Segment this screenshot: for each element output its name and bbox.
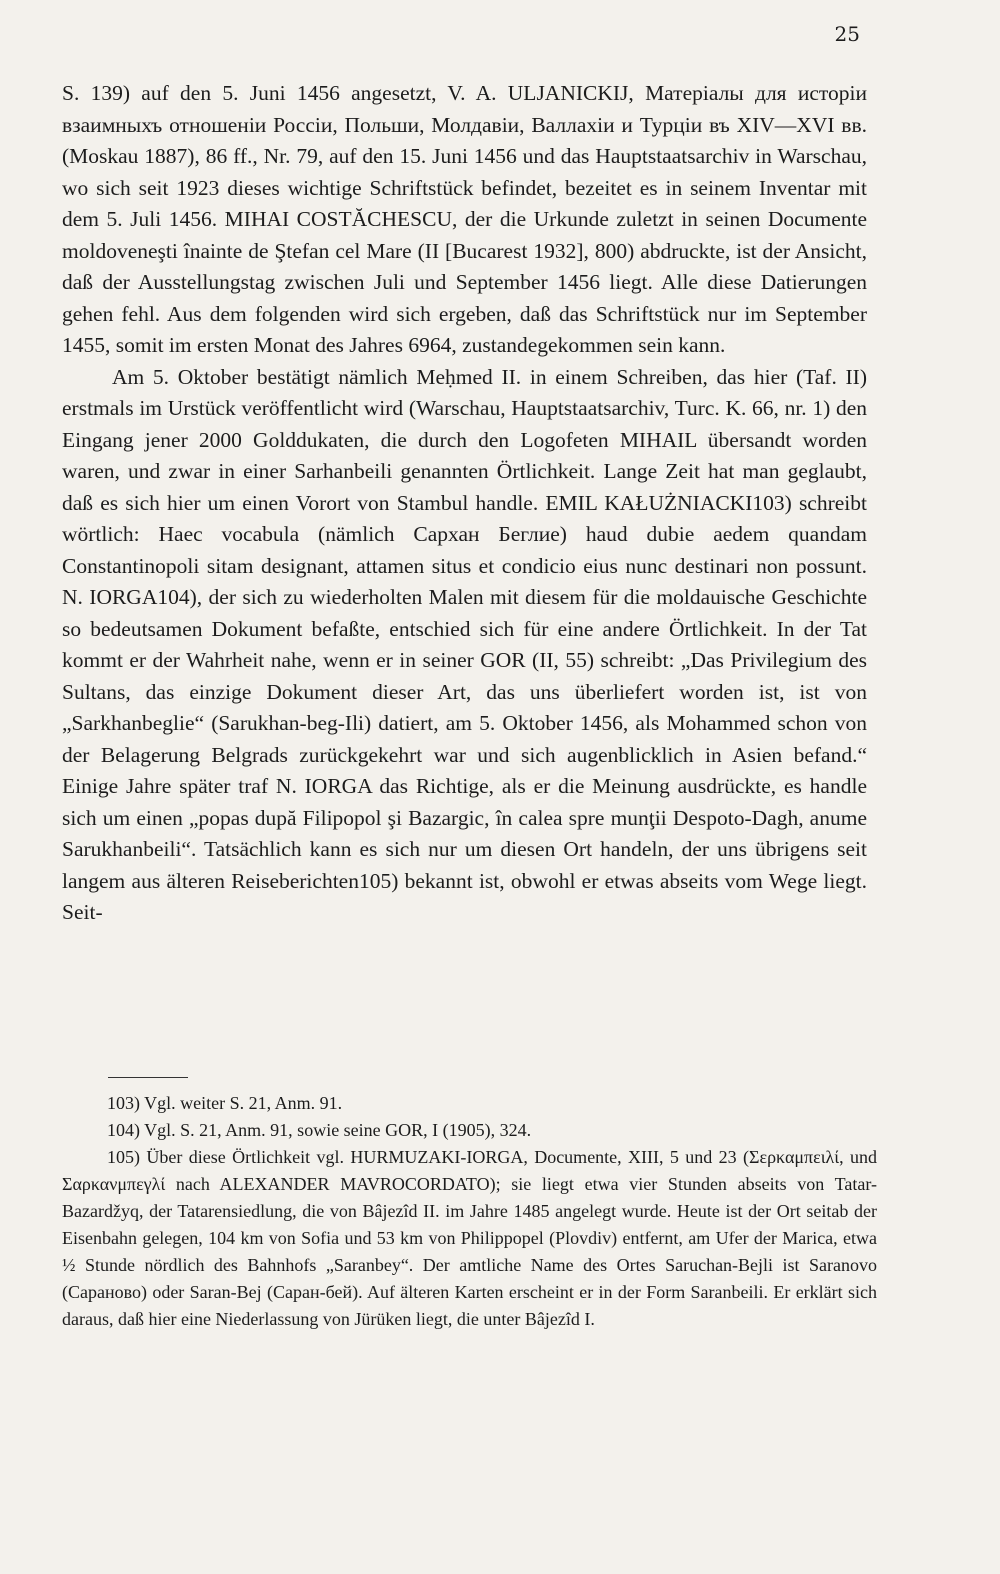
footnote-103: 103) Vgl. weiter S. 21, Anm. 91.: [107, 1093, 343, 1113]
paragraph-2: Am 5. Oktober bestätigt nämlich Meḥmed II. in einem Schreiben, das hier (Taf. II) erstmals im Urstück veröffentlicht wird (Warschau, Hauptstaatsarchiv, Turc. K. 66, nr. 1) den Eingang jener 2000 Golddukaten, die durch den Logofeten MIHAIL übersandt worden waren, und zwar in einer Sarhanbeili genannten Örtlichkeit. Lange Zeit hat man geglaubt, daß es sich hier um einen Vorort von Stambul handle. EMIL KAŁUŻNIACKI103) schreibt wörtlich: Haec vocabula (nämlich Сархан Беглие) haud dubie aedem quandam Constantinopoli sitam designant, attamen situs et condicio eius nunc destinari non possunt. N. IORGA104), der sich zu wiederholten Malen mit diesem für die moldauische Geschichte so bedeutsamen Dokument befaßte, entschied sich für eine andere Örtlichkeit. In der Tat kommt er der Wahrheit nahe, wenn er in seiner GOR (II, 55) schreibt: „Das Privilegium des Sultans, das einzige Dokument dieser Art, das uns überliefert worden ist, ist von „Sarkhanbeglie“ (Sarukhan-beg-Ili) datiert, am 5. Oktober 1456, als Mohammed schon von der Belagerung Belgrads zurückgekehrt war und sich augenblicklich in Asien befand.“ Einige Jahre später traf N. IORGA das Richtige, als er die Meinung ausdrückte, es handle sich um einen „popas după Filipopol şi Bazargic, în calea spre munţii Despoto-Dagh, anume Sarukhanbeili“. Tatsächlich kann es sich nur um diesen Ort handeln, der uns übrigens seit langem aus älteren Reiseberichten105) bekannt ist, obwohl er etwas abseits vom Wege liegt. Seit-: [62, 364, 867, 924]
paragraph-1: S. 139) auf den 5. Juni 1456 angesetzt, V. A. ULJANICKIJ, Матеріалы для исторiи взаимныхъ отношенiи Россiи, Польши, Молдавiи, Валлахiи и Турцiи въ XIV—XVI вв. (Moskau 1887), 86 ff., Nr. 79, auf den 15. Juni 1456 und das Hauptstaatsarchiv in Warschau, wo sich seit 1923 dieses wichtige Schriftstück befindet, bezeitet es in seinem Inventar mit dem 5. Juli 1456. MIHAI COSTĂCHESCU, der die Urkunde zuletzt in seinen Documente moldoveneşti înainte de Ştefan cel Mare (II [Bucarest 1932], 800) abdruckte, ist der Ansicht, daß der Ausstellungstag zwischen Juli und September 1456 liegt. Alle diese Datierungen gehen fehl. Aus dem folgenden wird sich ergeben, daß das Schriftstück nur im September 1455, somit im ersten Monat des Jahres 6964, zustandegekommen sein kann.: [62, 81, 867, 357]
page-number: 25: [834, 22, 860, 46]
main-text: [62, 78, 867, 929]
footnote-104: 104) Vgl. S. 21, Anm. 91, sowie seine GOR, I (1905), 324.: [107, 1120, 532, 1140]
footnote-separator: [108, 1077, 188, 1078]
footnotes: [62, 1090, 877, 1333]
footnote-105: 105) Über diese Örtlichkeit vgl. HURMUZAKI-IORGA, Documente, XIII, 5 und 23 (Σερκαμπειλί, und Σαρκανμπεγλί nach ALEXANDER MAVROCORDATO); sie liegt etwa vier Stunden abseits von Tatar-Bazardžyq, der Tatarensiedlung, die von Bâjezîd II. im Jahre 1485 angelegt wurde. Heute ist der Ort seitab der Eisenbahn gelegen, 104 km von Sofia und 53 km von Philippopel (Plovdiv) entfernt, am Ufer der Marica, etwa ½ Stunde nördlich des Bahnhofs „Saranbey“. Der amtliche Name des Ortes Saruchan-Bejli ist Saranovo (Сараново) oder Saran-Bej (Саран-бей). Auf älteren Karten erscheint er in der Form Saranbeili. Er erklärt sich daraus, daß hier eine Niederlassung von Jürüken liegt, die unter Bâjezîd I.: [62, 1147, 877, 1329]
